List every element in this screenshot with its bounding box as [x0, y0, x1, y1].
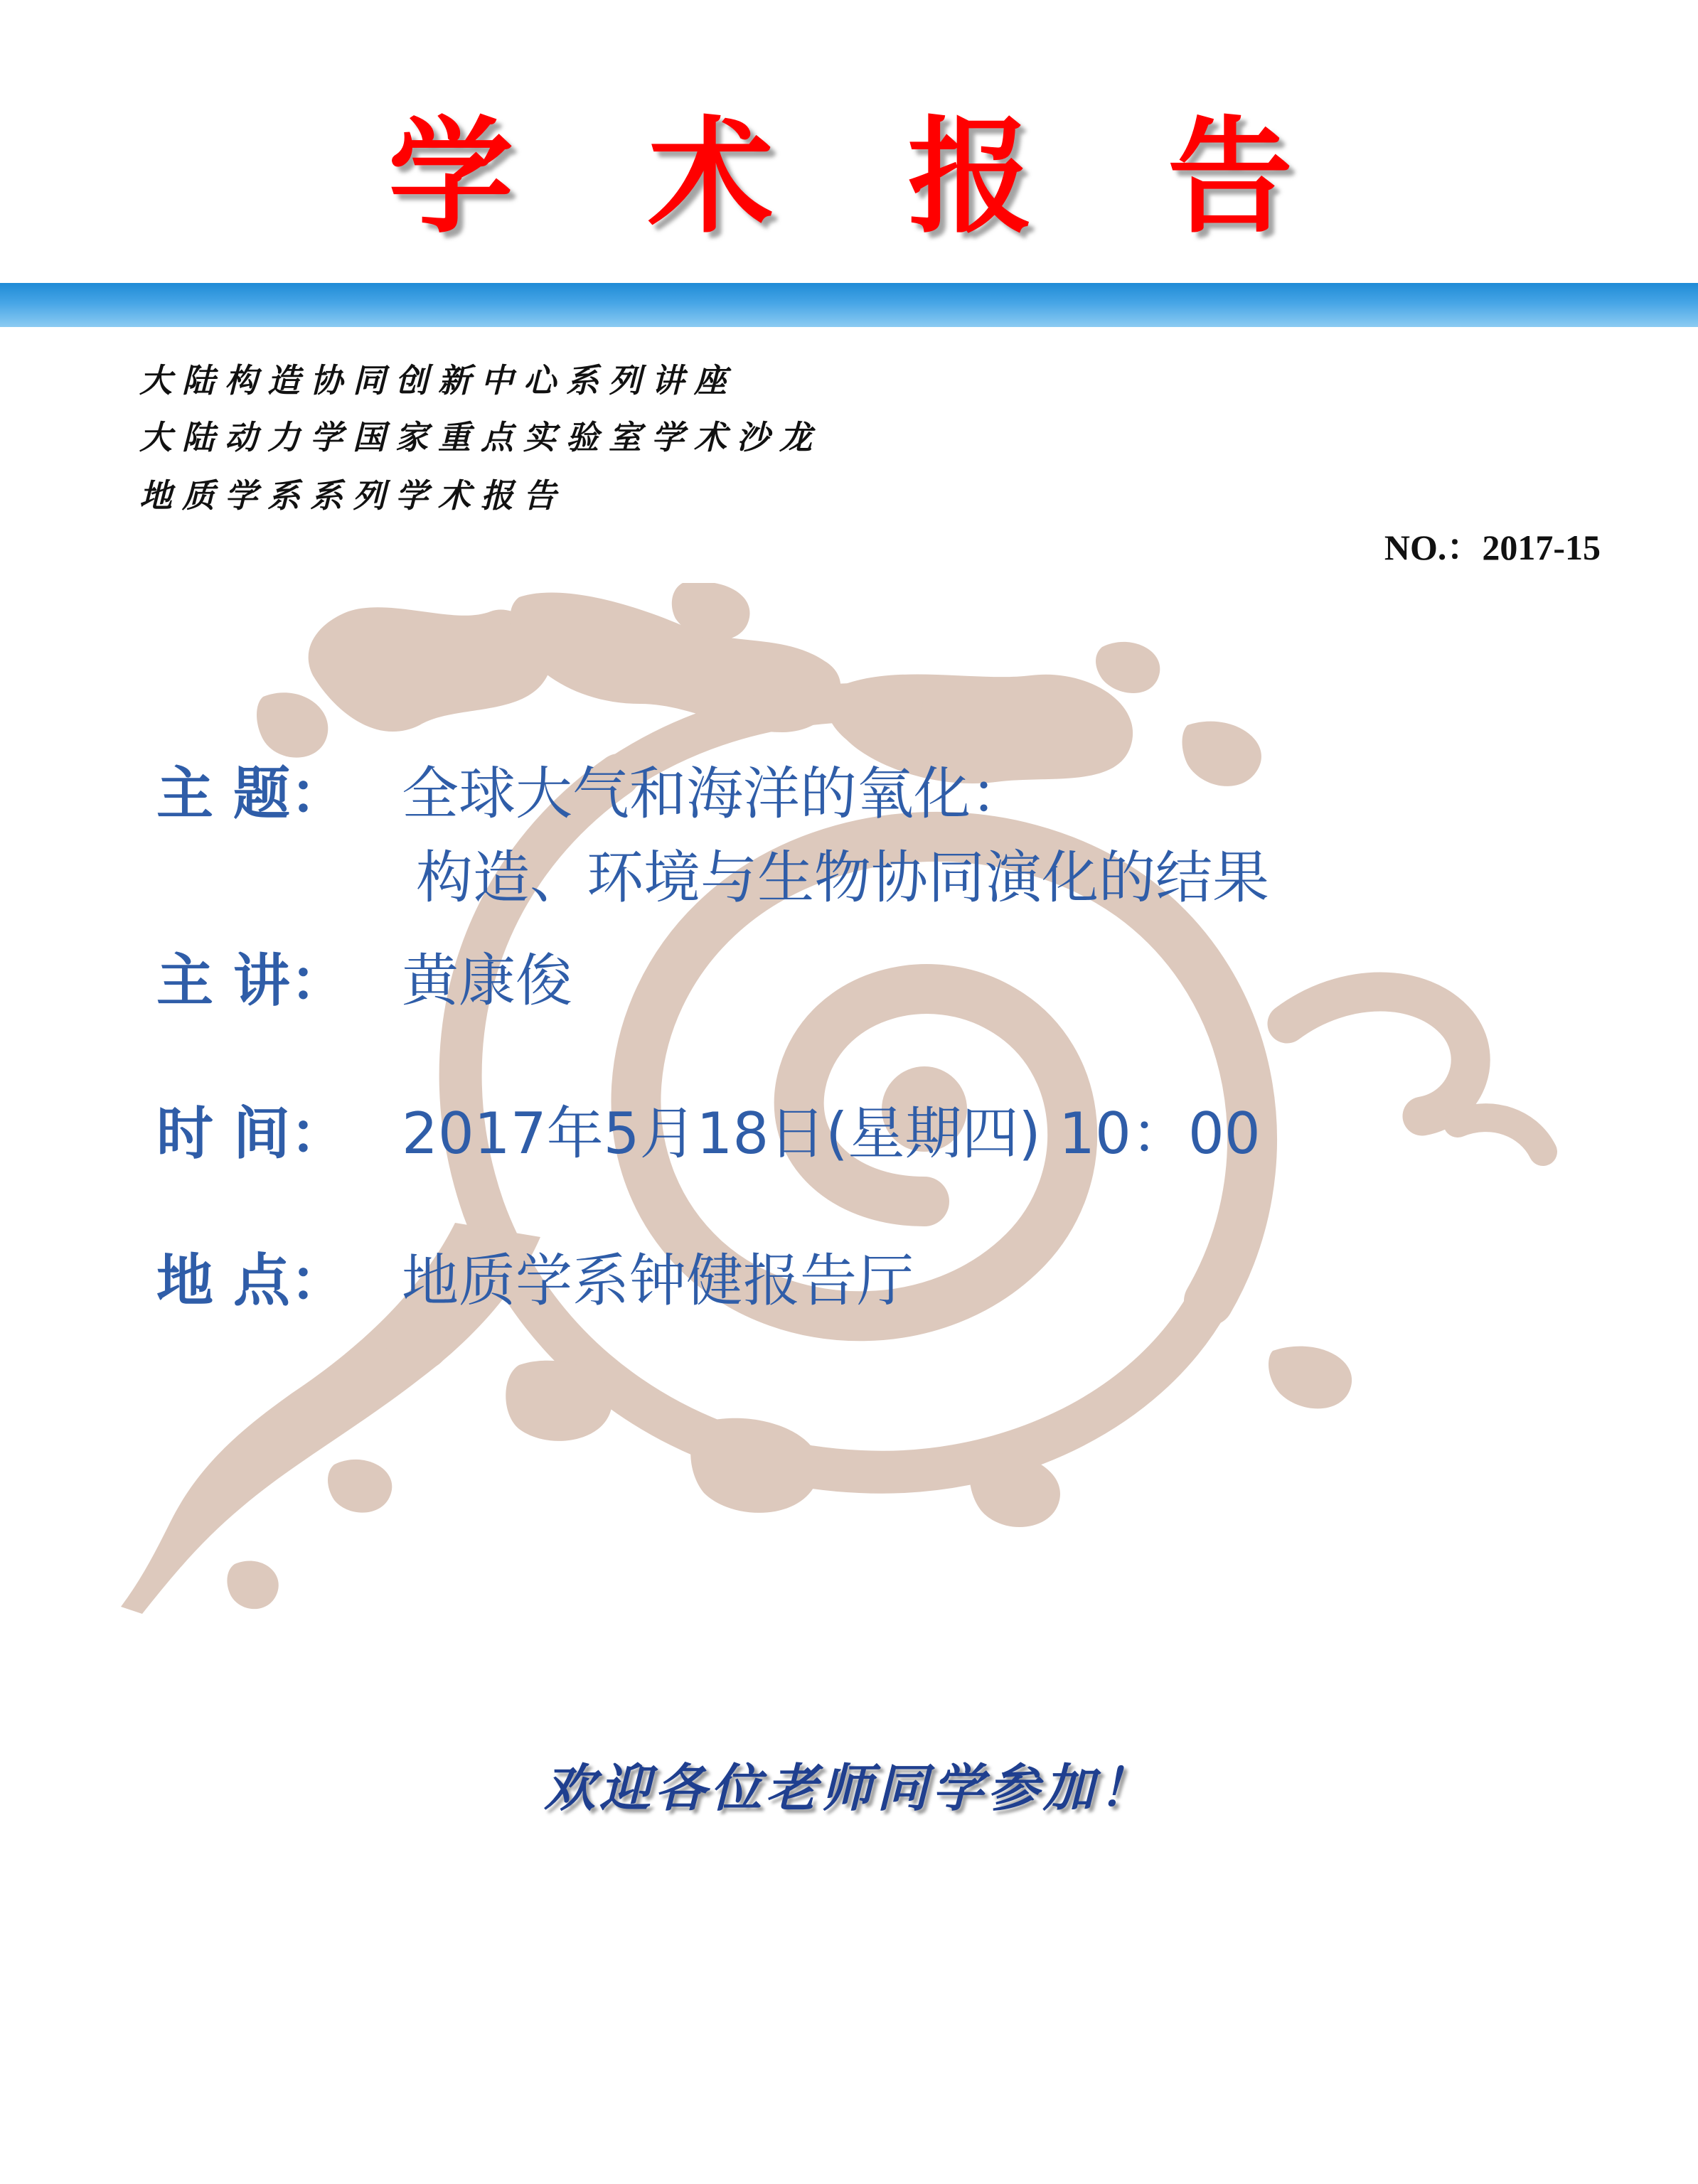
time-label: 时 间：	[156, 1101, 347, 1167]
time-row	[156, 1095, 1261, 1173]
topic-row	[156, 755, 1027, 833]
topic-label: 主 题：	[156, 761, 347, 827]
time-value: 2017年5月18日(星期四) 10：00	[402, 1101, 1261, 1167]
series-line-3: 地质学系系列学术报告	[139, 476, 566, 515]
place-value: 地质学系钟健报告厅	[402, 1248, 914, 1314]
page-title: 学 术 报 告	[388, 105, 1338, 250]
report-number: NO.：2017-15	[1384, 528, 1601, 567]
speaker-row	[156, 942, 572, 1020]
speaker-value: 黄康俊	[402, 948, 572, 1014]
series-line-2: 大陆动力学国家重点实验室学术沙龙	[139, 418, 822, 456]
welcome-message: 欢迎各位老师同学参加！	[543, 1758, 1154, 1818]
series-line-1: 大陆构造协同创新中心系列讲座	[139, 361, 737, 400]
speaker-label: 主 讲：	[156, 948, 347, 1014]
topic-value: 全球大气和海洋的氧化：	[402, 761, 1027, 827]
place-row	[156, 1242, 914, 1320]
header-divider-band	[0, 283, 1698, 327]
topic-value-line-2: 构造、环境与生物协同演化的结果	[416, 845, 1269, 911]
place-label: 地 点：	[156, 1248, 347, 1314]
